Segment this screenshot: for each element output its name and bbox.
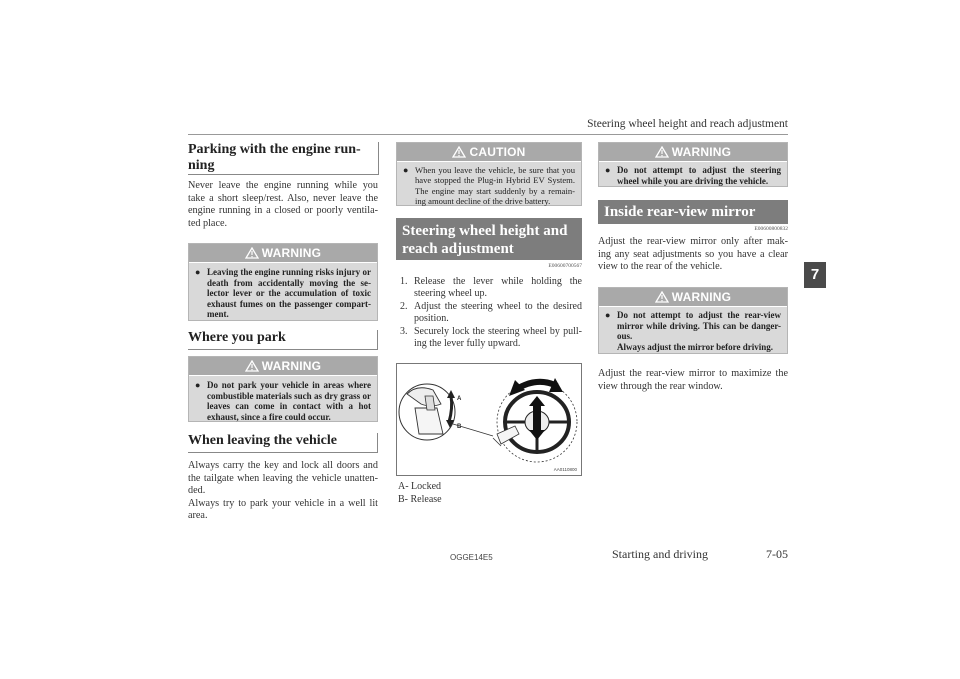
warning-box-engine-running [188,243,378,321]
section-title-steering-wheel: Steering wheel height and reach adjustment [396,218,582,260]
figure-label-b: B [457,424,462,430]
footer-chapter-name: Starting and driving [612,547,708,561]
warning-box-steering-while-driving [598,142,788,187]
heading-when-leaving-vehicle: When leaving the vehicle [188,433,378,453]
leaving-paragraph-2: Always try to park your vehicle in a well lit area. [188,497,378,522]
bullet-icon: ● [605,310,611,320]
step-item: 2. Adjust the steering wheel to the desired position. [400,300,582,325]
warning-box-where-you-park [188,356,378,422]
parking-paragraph: Never leave the engine running while you take a short sleep/rest. Also, never leave the engine running in a closed or poorly ventila-ted place. [188,180,378,229]
heading-where-you-park: Where you park [188,330,378,350]
leaving-paragraph [188,460,378,523]
warning-title: WARNING [261,246,322,260]
document-code: OGGE14E5 [450,553,493,562]
section-code: E00600700567 [548,263,582,269]
mirror-paragraph-2: Adjust the rear-view mirror to maximize the view through the rear window. [598,368,788,392]
heading-parking-engine-running: Parking with the engine run-ning [188,142,379,175]
warning-text: Leaving the engine running risks injury or death from accidentally moving the se-lector lever or the accumulation of toxic exhaust fumes on the passenger compart-ment. [207,267,371,320]
legend-item-a: A- Locked [398,481,442,492]
caution-text: When you leave the vehicle, be sure that you have stopped the Plug-in Hybrid EV System. The engine may start suddenly by a remain-ing amount decline of the drive battery. [415,165,575,207]
warning-triangle-icon [452,146,466,158]
warning-header [599,143,787,162]
warning-text: Do not attempt to adjust the rear-view mirror while driving. This can be danger-ous. Always adjust the mirror before driving. [617,310,781,352]
warning-triangle-icon [245,247,259,259]
warning-header [599,288,787,307]
running-header: Steering wheel height and reach adjustment [587,118,788,130]
step-item: 3. Securely lock the steering wheel by pull-ing the lever fully upward. [400,325,582,350]
caution-box [396,142,582,206]
warning-triangle-icon [655,146,669,158]
legend-item-b: B- Release [398,493,442,505]
figure-code: AA0110800 [553,467,577,472]
steering-figure [396,363,582,476]
bullet-icon: ● [605,165,611,175]
caution-title: CAUTION [469,145,526,159]
mirror-paragraph-1: Adjust the rear-view mirror only after mak-ing any seat adjustments so you have a clear view to the rear of the vehicle. [598,236,788,273]
step-item: 1. Release the lever while holding the steering wheel up. [400,276,582,300]
steps-list [400,276,582,350]
header-rule [188,134,788,135]
warning-title: WARNING [671,145,732,159]
warning-title: WARNING [261,359,322,373]
warning-header [189,244,377,263]
steering-column-illustration [397,364,581,475]
warning-text: Do not park your vehicle in areas where combustible materials such as dry grass or leaves can come in contact with a hot exhaust, since a fire could occur. [207,380,371,422]
warning-box-mirror [598,287,788,354]
bullet-icon: ● [403,165,409,175]
warning-triangle-icon [655,291,669,303]
figure-legend [398,481,548,506]
leaving-paragraph-1: Always carry the key and lock all doors and the tailgate when leaving the vehicle unatten-ded. [188,460,378,497]
page-number: 7-05 [766,547,788,561]
bullet-icon: ● [195,267,201,277]
section-title-rear-view-mirror: Inside rear-view mirror [598,200,788,224]
warning-header [189,357,377,376]
warning-text: Do not attempt to adjust the steering wheel while you are driving the vehicle. [617,165,781,186]
figure-label-a: A [457,396,462,402]
bullet-icon: ● [195,380,201,390]
chapter-tab: 7 [804,262,826,288]
section-code: E00600800832 [754,226,788,232]
warning-triangle-icon [245,360,259,372]
caution-header [397,143,581,162]
warning-title: WARNING [671,290,732,304]
